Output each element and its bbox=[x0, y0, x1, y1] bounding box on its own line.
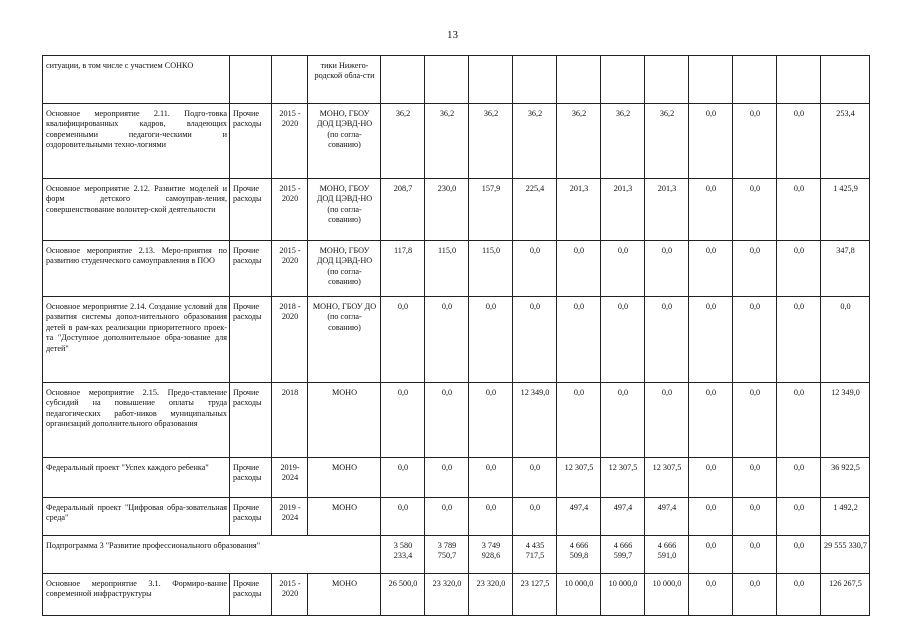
value-cell: 0,0 bbox=[513, 241, 557, 297]
period-cell: 2019-2024 bbox=[272, 458, 308, 498]
table-row bbox=[43, 383, 870, 458]
value-cell: 0,0 bbox=[425, 458, 469, 498]
value-cell: 115,0 bbox=[425, 241, 469, 297]
value-cell: 0,0 bbox=[689, 574, 733, 616]
value-cell: 253,4 bbox=[821, 104, 870, 179]
period-cell: 2018 bbox=[272, 383, 308, 458]
value-cell: 36,2 bbox=[381, 104, 425, 179]
value-cell: 23 320,0 bbox=[425, 574, 469, 616]
activity-cell: Основное мероприятие 2.14. Создание условий для развития системы допол-нительного образования детей в рам-ках реализации приоритетного проек-та "Доступное дополнительное обра-зование для детей" bbox=[43, 297, 230, 383]
value-cell: 201,3 bbox=[557, 179, 601, 241]
value-cell: 0,0 bbox=[425, 498, 469, 536]
value-cell: 4 435 717,5 bbox=[513, 536, 557, 574]
value-cell: 36,2 bbox=[469, 104, 513, 179]
table-row bbox=[43, 241, 870, 297]
activity-cell: Основное мероприятие 3.1. Формиро-вание современной инфраструктуры bbox=[43, 574, 230, 616]
value-cell: 201,3 bbox=[601, 179, 645, 241]
activity-cell: Основное мероприятие 2.13. Меро-приятия по развитию студенческого самоуправления в ПОО bbox=[43, 241, 230, 297]
value-cell: 0,0 bbox=[645, 297, 689, 383]
value-cell: 0,0 bbox=[777, 498, 821, 536]
value-cell bbox=[733, 56, 777, 104]
period-cell: 2015 - 2020 bbox=[272, 104, 308, 179]
value-cell bbox=[601, 56, 645, 104]
value-cell: 0,0 bbox=[777, 241, 821, 297]
value-cell: 117,8 bbox=[381, 241, 425, 297]
value-cell: 497,4 bbox=[645, 498, 689, 536]
value-cell: 0,0 bbox=[689, 383, 733, 458]
value-cell: 115,0 bbox=[469, 241, 513, 297]
value-cell bbox=[469, 56, 513, 104]
value-cell bbox=[777, 56, 821, 104]
value-cell: 0,0 bbox=[381, 498, 425, 536]
value-cell: 10 000,0 bbox=[557, 574, 601, 616]
value-cell: 0,0 bbox=[777, 458, 821, 498]
value-cell: 0,0 bbox=[689, 536, 733, 574]
value-cell: 0,0 bbox=[733, 241, 777, 297]
table-row bbox=[43, 104, 870, 179]
value-cell: 0,0 bbox=[777, 536, 821, 574]
value-cell: 0,0 bbox=[469, 297, 513, 383]
value-cell bbox=[821, 56, 870, 104]
subprogram-row bbox=[43, 536, 870, 574]
value-cell: 0,0 bbox=[733, 498, 777, 536]
value-cell: 0,0 bbox=[733, 104, 777, 179]
value-cell: 12 307,5 bbox=[557, 458, 601, 498]
value-cell: 0,0 bbox=[733, 574, 777, 616]
value-cell bbox=[645, 56, 689, 104]
value-cell: 0,0 bbox=[777, 104, 821, 179]
value-cell: 12 307,5 bbox=[645, 458, 689, 498]
value-cell: 36 922,5 bbox=[821, 458, 870, 498]
value-cell: 497,4 bbox=[601, 498, 645, 536]
responsible-cell: МОНО bbox=[308, 498, 381, 536]
value-cell: 0,0 bbox=[469, 458, 513, 498]
value-cell: 0,0 bbox=[513, 297, 557, 383]
period-cell: 2015 - 2020 bbox=[272, 179, 308, 241]
value-cell bbox=[381, 56, 425, 104]
value-cell: 0,0 bbox=[381, 383, 425, 458]
value-cell: 157,9 bbox=[469, 179, 513, 241]
responsible-cell: МОНО bbox=[308, 383, 381, 458]
value-cell: 0,0 bbox=[689, 297, 733, 383]
table-row bbox=[43, 179, 870, 241]
value-cell: 0,0 bbox=[381, 458, 425, 498]
value-cell: 0,0 bbox=[733, 458, 777, 498]
value-cell: 347,8 bbox=[821, 241, 870, 297]
value-cell: 10 000,0 bbox=[645, 574, 689, 616]
value-cell: 0,0 bbox=[557, 383, 601, 458]
page-number: 13 bbox=[447, 29, 458, 41]
value-cell: 126 267,5 bbox=[821, 574, 870, 616]
value-cell: 0,0 bbox=[689, 241, 733, 297]
expense-type-cell: Прочие расходы bbox=[230, 179, 272, 241]
value-cell: 0,0 bbox=[601, 383, 645, 458]
value-cell: 23 320,0 bbox=[469, 574, 513, 616]
period-cell: 2018 - 2020 bbox=[272, 297, 308, 383]
activity-cell: ситуации, в том числе с участием СОНКО bbox=[43, 56, 230, 104]
value-cell: 12 349,0 bbox=[513, 383, 557, 458]
expense-type-cell: Прочие расходы bbox=[230, 458, 272, 498]
value-cell: 36,2 bbox=[513, 104, 557, 179]
value-cell: 36,2 bbox=[425, 104, 469, 179]
responsible-cell: МОНО bbox=[308, 574, 381, 616]
responsible-cell: МОНО, ГБОУ ДОД ЦЭВД-НО (по согла-сованию) bbox=[308, 104, 381, 179]
value-cell: 0,0 bbox=[821, 297, 870, 383]
value-cell: 3 580 233,4 bbox=[381, 536, 425, 574]
table-row bbox=[43, 574, 870, 616]
value-cell: 26 500,0 bbox=[381, 574, 425, 616]
value-cell: 0,0 bbox=[557, 297, 601, 383]
value-cell: 4 666 591,0 bbox=[645, 536, 689, 574]
value-cell: 23 127,5 bbox=[513, 574, 557, 616]
value-cell: 0,0 bbox=[469, 498, 513, 536]
value-cell: 0,0 bbox=[777, 179, 821, 241]
table-row bbox=[43, 56, 870, 104]
value-cell: 497,4 bbox=[557, 498, 601, 536]
value-cell: 0,0 bbox=[689, 498, 733, 536]
period-cell: 2019 - 2024 bbox=[272, 498, 308, 536]
value-cell: 0,0 bbox=[469, 383, 513, 458]
expense-type-cell: Прочие расходы bbox=[230, 241, 272, 297]
responsible-cell: МОНО bbox=[308, 458, 381, 498]
responsible-cell: тики Нижего-родской обла-сти bbox=[308, 56, 381, 104]
activity-cell: Основное мероприятие 2.15. Предо-ставление субсидий на повышение оплаты труда педагогических работ-ников муниципальных организаций дополнительного образования bbox=[43, 383, 230, 458]
value-cell: 0,0 bbox=[425, 297, 469, 383]
value-cell bbox=[513, 56, 557, 104]
value-cell: 208,7 bbox=[381, 179, 425, 241]
value-cell: 0,0 bbox=[645, 241, 689, 297]
expense-type-cell: Прочие расходы bbox=[230, 383, 272, 458]
value-cell: 3 749 928,6 bbox=[469, 536, 513, 574]
value-cell: 0,0 bbox=[645, 383, 689, 458]
value-cell: 0,0 bbox=[513, 458, 557, 498]
expense-type-cell: Прочие расходы bbox=[230, 498, 272, 536]
responsible-cell: МОНО, ГБОУ ДОД ЦЭВД-НО (по согла-сованию) bbox=[308, 179, 381, 241]
value-cell bbox=[557, 56, 601, 104]
value-cell: 0,0 bbox=[381, 297, 425, 383]
value-cell: 0,0 bbox=[689, 179, 733, 241]
period-cell: 2015 - 2020 bbox=[272, 574, 308, 616]
value-cell: 36,2 bbox=[557, 104, 601, 179]
value-cell: 10 000,0 bbox=[601, 574, 645, 616]
activity-cell: Федеральный проект "Успех каждого ребенка" bbox=[43, 458, 230, 498]
value-cell: 0,0 bbox=[777, 297, 821, 383]
value-cell: 0,0 bbox=[513, 498, 557, 536]
value-cell: 201,3 bbox=[645, 179, 689, 241]
value-cell: 1 425,9 bbox=[821, 179, 870, 241]
value-cell: 0,0 bbox=[689, 458, 733, 498]
value-cell: 12 349,0 bbox=[821, 383, 870, 458]
value-cell: 230,0 bbox=[425, 179, 469, 241]
period-cell bbox=[272, 56, 308, 104]
value-cell: 4 666 599,7 bbox=[601, 536, 645, 574]
value-cell bbox=[425, 56, 469, 104]
period-cell: 2015 - 2020 bbox=[272, 241, 308, 297]
value-cell: 4 666 509,8 bbox=[557, 536, 601, 574]
value-cell: 3 789 750,7 bbox=[425, 536, 469, 574]
value-cell: 0,0 bbox=[425, 383, 469, 458]
expense-type-cell: Прочие расходы bbox=[230, 104, 272, 179]
value-cell: 29 555 330,7 bbox=[821, 536, 870, 574]
responsible-cell: МОНО, ГБОУ ДО (по согла-сованию) bbox=[308, 297, 381, 383]
value-cell: 0,0 bbox=[777, 383, 821, 458]
value-cell: 0,0 bbox=[733, 179, 777, 241]
budget-table bbox=[42, 55, 870, 616]
activity-cell: Основное мероприятие 2.11. Подго-товка квалифицированных кадров, владеющих современными педагоги-ческими и оздоровительными техно-логиями bbox=[43, 104, 230, 179]
value-cell bbox=[689, 56, 733, 104]
value-cell: 0,0 bbox=[601, 297, 645, 383]
value-cell: 0,0 bbox=[777, 574, 821, 616]
value-cell: 0,0 bbox=[733, 383, 777, 458]
value-cell: 0,0 bbox=[557, 241, 601, 297]
value-cell: 1 492,2 bbox=[821, 498, 870, 536]
subprogram-label: Подпрограмма 3 "Развитие профессионального образования" bbox=[43, 536, 381, 574]
responsible-cell: МОНО, ГБОУ ДОД ЦЭВД-НО (по согла-сованию) bbox=[308, 241, 381, 297]
value-cell: 0,0 bbox=[733, 297, 777, 383]
value-cell: 225,4 bbox=[513, 179, 557, 241]
activity-cell: Федеральный проект "Цифровая обра-зовательная среда" bbox=[43, 498, 230, 536]
value-cell: 0,0 bbox=[689, 104, 733, 179]
value-cell: 12 307,5 bbox=[601, 458, 645, 498]
table-row bbox=[43, 498, 870, 536]
expense-type-cell bbox=[230, 56, 272, 104]
expense-type-cell: Прочие расходы bbox=[230, 297, 272, 383]
activity-cell: Основное мероприятие 2.12. Развитие моделей и форм детского самоуправ-ления, совершенствование волонтер-ской деятельности bbox=[43, 179, 230, 241]
table-row bbox=[43, 297, 870, 383]
value-cell: 0,0 bbox=[601, 241, 645, 297]
value-cell: 36,2 bbox=[645, 104, 689, 179]
table-row bbox=[43, 458, 870, 498]
value-cell: 0,0 bbox=[733, 536, 777, 574]
expense-type-cell: Прочие расходы bbox=[230, 574, 272, 616]
value-cell: 36,2 bbox=[601, 104, 645, 179]
